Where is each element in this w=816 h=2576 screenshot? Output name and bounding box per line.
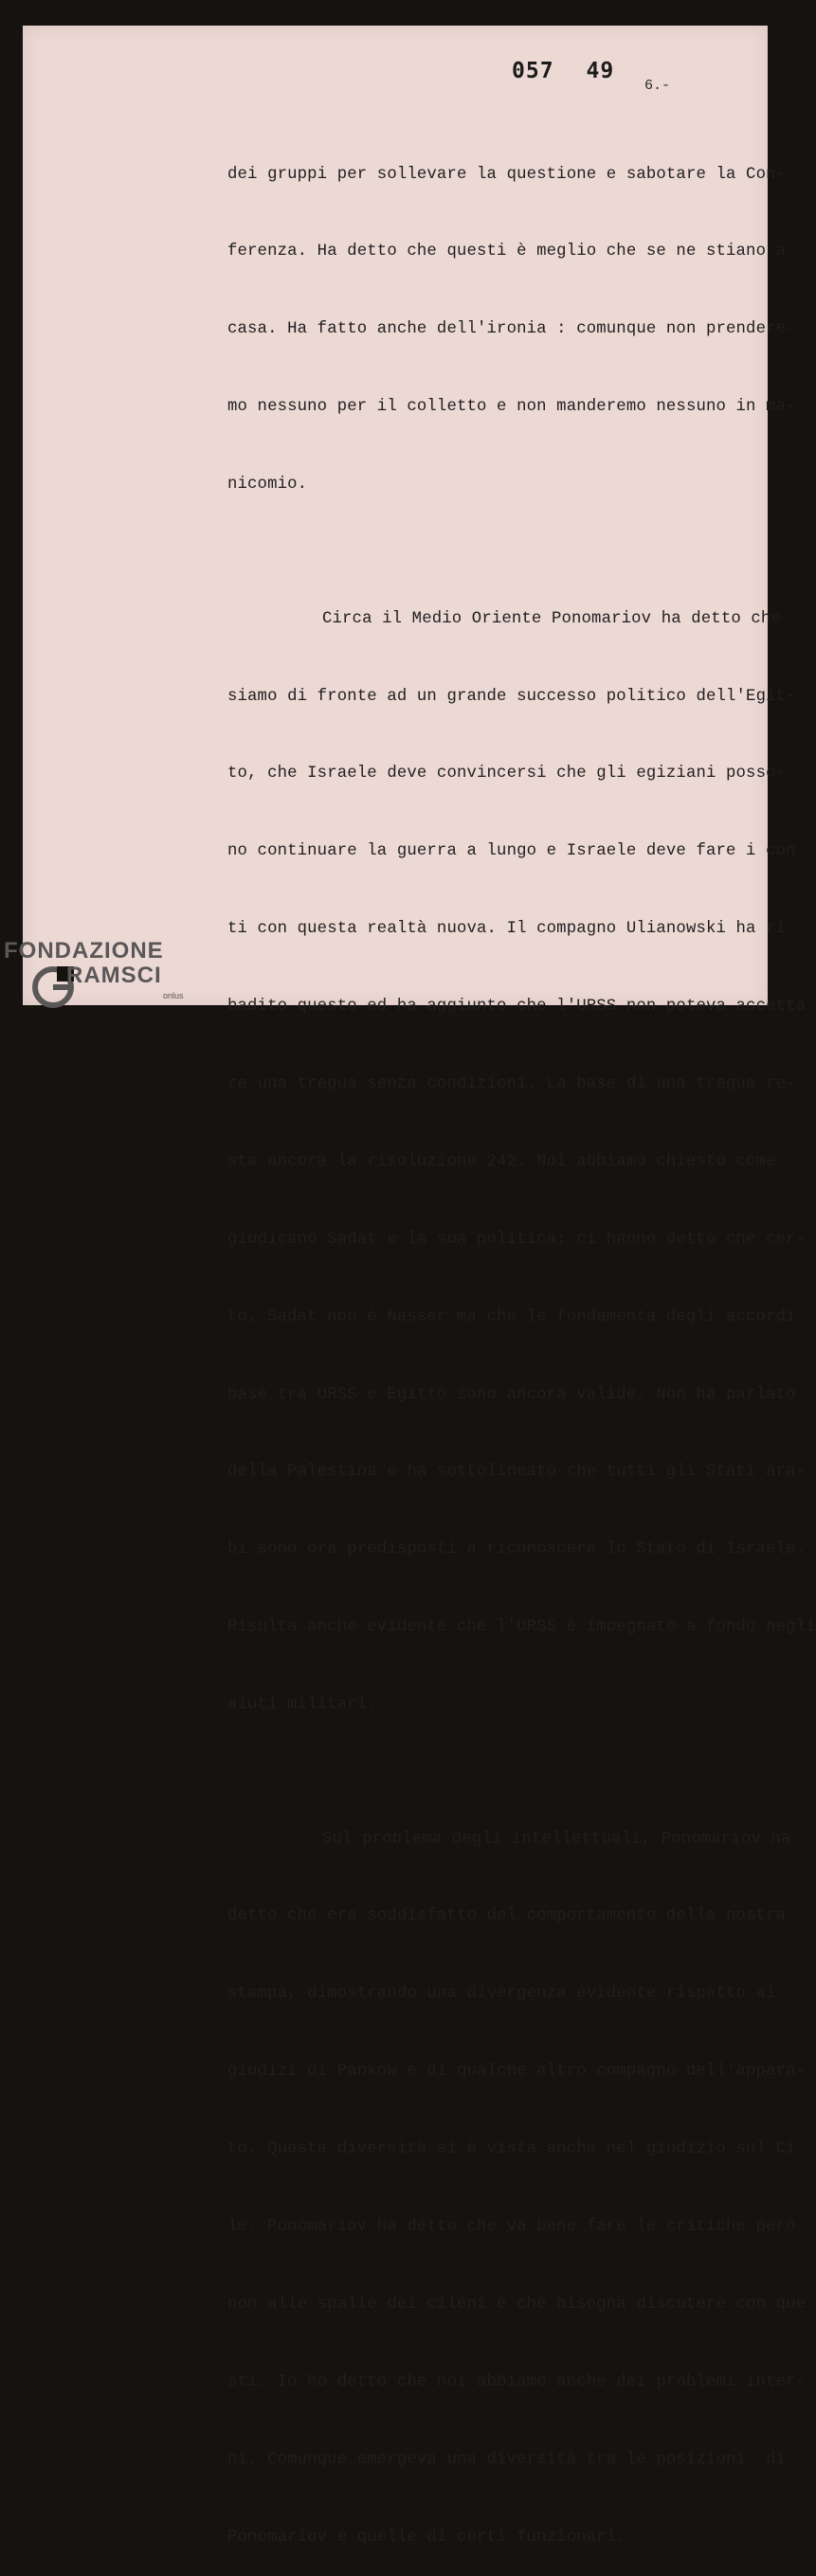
- text-line: casa. Ha fatto anche dell'ironia : comunque non prendere-: [227, 320, 796, 339]
- text-line: siamo di fronte ad un grande successo politico dell'Egit-: [227, 687, 796, 706]
- text-line: le. Ponomariov ha detto che va bene fare le critiche però: [227, 2218, 796, 2237]
- text-line: sta ancora la risoluzione 242. Noi abbiamo chiesto come: [227, 1152, 776, 1171]
- archive-number-part-1: 057: [512, 59, 554, 83]
- watermark-line-2: RAMSCI: [66, 963, 162, 988]
- text-line: re una tregua senza condizioni. La base di una tregua re-: [227, 1074, 796, 1093]
- text-line: bi sono ora predisposti a riconoscere lo Stato di Israele.: [227, 1540, 807, 1559]
- watermark-line-1: FONDAZIONE: [4, 938, 164, 964]
- text-line: sti. Io ho detto che noi abbiamo anche dei problemi inter-: [227, 2372, 807, 2391]
- archive-number: [512, 59, 614, 83]
- text-line: mo nessuno per il colletto e non manderemo nessuno in ma-: [227, 398, 796, 417]
- text-line: aiuti militari.: [227, 1696, 377, 1715]
- text-line: base tra URSS e Egitto sono ancora valide. Non ha parlato: [227, 1385, 796, 1404]
- text-line: giudizi di Pankow e di qualche altro compagno dell'appara-: [227, 2063, 807, 2081]
- text-line: ferenza. Ha detto che questi è meglio che se ne stiano a: [227, 243, 787, 261]
- archive-number-part-2: 49: [586, 59, 615, 83]
- text-line: Risulta anche evidente che l'URSS è impegnato a fondo negli: [227, 1618, 816, 1637]
- text-line: Ponomariov e quelle di certi funzionari.: [227, 2528, 626, 2547]
- page-number: 6.-: [644, 78, 671, 94]
- text-line: to. Questa diversità si è vista anche nel giudizio sul Ci: [227, 2140, 796, 2159]
- fondazione-gramsci-watermark: [4, 938, 193, 1014]
- text-line: ti con questa realtà nuova. Il compagno Ulianowski ha ri-: [227, 920, 796, 939]
- text-line: detto che era soddisfatto del comportamento della nostra: [227, 1907, 787, 1926]
- paragraph-start-line: Circa il Medio Oriente Ponomariov ha detto che: [322, 609, 781, 628]
- text-line: ni. Comunque emergeva una diversità tra le posizioni di: [227, 2450, 787, 2469]
- watermark-suffix: onlus: [163, 991, 184, 1000]
- text-line: dei gruppi per sollevare la questione e sabotare la Con-: [227, 165, 787, 184]
- typed-text-body: [227, 110, 816, 2576]
- text-line: stampa, dimostrando una divergenza evidente rispetto ai: [227, 1985, 776, 2004]
- text-line: no continuare la guerra a lungo e Israele deve fare i con: [227, 842, 796, 861]
- text-line: nicomio.: [227, 476, 308, 495]
- text-line: to, che Israele deve convincersi che gli egiziani posso-: [227, 765, 787, 784]
- text-line: to, Sadat non è Nasser ma che le fondamenta degli accordi: [227, 1307, 796, 1326]
- text-line: della Palestina e ha sottolineato che tutti gli Stati ara-: [227, 1463, 807, 1482]
- text-line: giudicano Sadat e la sua politica; ci hanno detto che cer-: [227, 1230, 807, 1249]
- text-line: badito questo ed ha aggiunto che l'URSS non poteva accetta: [227, 998, 807, 1017]
- paragraph-start-line: Sul problema degli intellettuali, Ponomariov ha: [322, 1829, 791, 1848]
- text-line: non alle spalle dei cileni e che bisogna discutere con que: [227, 2295, 807, 2314]
